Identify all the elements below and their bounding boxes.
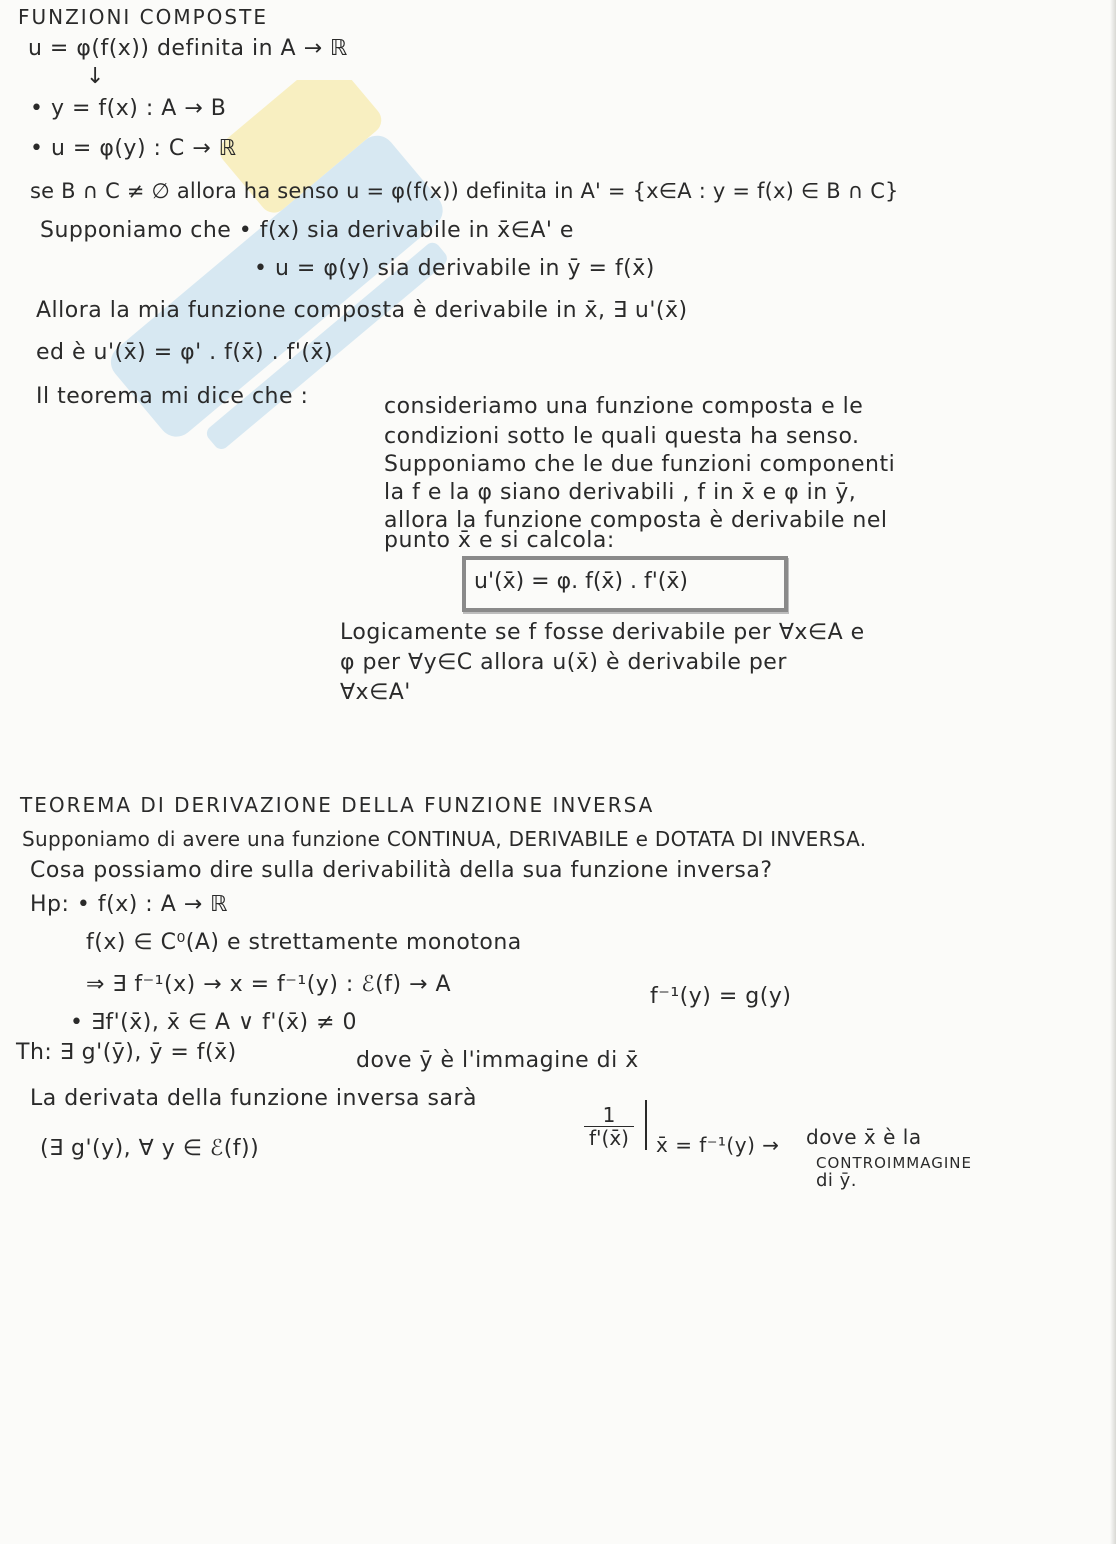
theorem-intro: Il teorema mi dice che : (36, 384, 309, 409)
hp-line-3: ⇒ ∃ f⁻¹(x) → x = f⁻¹(y) : ℰ(f) → A (86, 972, 452, 997)
condition-line: se B ∩ C ≠ ∅ allora ha senso u = φ(f(x)) definita in A' = {x∈A : y = f(x) ∈ B ∩ C} (30, 179, 899, 203)
then-line: Allora la mia funzione composta è derivabile in x̄, ∃ u'(x̄) (36, 298, 688, 323)
hp-line-4: • ∃f'(x̄), x̄ ∈ A ∨ f'(x̄) ≠ 0 (70, 1010, 358, 1035)
note-line-1: Logicamente se f fosse derivabile per ∀x∈A e (340, 620, 865, 645)
where-line-1: dove x̄ è la (806, 1125, 922, 1149)
hp-line-3b: f⁻¹(y) = g(y) (650, 984, 792, 1009)
hp-line-2: f(x) ∈ C⁰(A) e strettamente monotona (86, 930, 522, 955)
theorem-line-4: la f e la φ siano derivabili , f in x̄ e φ in ȳ, (384, 480, 857, 505)
section-title-inversa: TEOREMA DI DERIVAZIONE DELLA FUNZIONE INVERSA (20, 793, 655, 817)
theorem-line-6: punto x̄ e si calcola: (384, 528, 615, 553)
th-line-b: dove ȳ è l'immagine di x̄ (356, 1048, 639, 1073)
where-line-3: di ȳ. (816, 1170, 858, 1191)
suppose-line-2: • u = φ(y) sia derivabile in ȳ = f(x̄) (254, 256, 655, 281)
theorem-line-2: condizioni sotto le quali questa ha senso. (384, 424, 860, 449)
where-line-2: CONTROIMMAGINE (816, 1154, 972, 1172)
fraction (584, 1104, 634, 1149)
arrow-down: ↓ (86, 64, 105, 89)
note-line-3: ∀x∈A' (340, 680, 411, 705)
evaluation-bar (645, 1100, 647, 1150)
def-y: • y = f(x) : A → B (30, 96, 227, 121)
note-line-2: φ per ∀y∈C allora u(x̄) è derivabile per (340, 650, 787, 675)
def-composite: u = φ(f(x)) definita in A → ℝ (28, 36, 348, 61)
th-line: Th: ∃ g'(ȳ), ȳ = f(x̄) (16, 1040, 237, 1065)
boxed-formula-text: u'(x̄) = φ. f(x̄) . f'(x̄) (474, 569, 688, 594)
theorem-line-5: allora la funzione composta è derivabile nel (384, 508, 888, 533)
exists-line: (∃ g'(y), ∀ y ∈ ℰ(f)) (40, 1136, 260, 1161)
boxed-formula (462, 556, 788, 612)
formula-line: ed è u'(x̄) = φ' . f(x̄) . f'(x̄) (36, 340, 334, 365)
fraction-denominator: f'(x̄) (589, 1126, 629, 1150)
section-title-composte: FUNZIONI COMPOSTE (18, 5, 268, 29)
hp-line-1: Hp: • f(x) : A → ℝ (30, 892, 229, 917)
intro-line-2: Cosa possiamo dire sulla derivabilità della sua funzione inversa? (30, 858, 773, 883)
page-edge-shadow (1110, 0, 1116, 1544)
theorem-line-3: Supponiamo che le due funzioni componenti (384, 452, 896, 477)
theorem-line-1: consideriamo una funzione composta e le (384, 394, 864, 419)
evaluation-at: x̄ = f⁻¹(y) → (656, 1133, 780, 1157)
suppose-line-1: Supponiamo che • f(x) sia derivabile in x̄∈A' e (40, 218, 574, 243)
fraction-numerator: 1 (584, 1104, 634, 1127)
derivative-line: La derivata della funzione inversa sarà (30, 1086, 477, 1111)
intro-line-1: Supponiamo di avere una funzione CONTINUA, DERIVABILE e DOTATA DI INVERSA. (22, 827, 867, 851)
def-u: • u = φ(y) : C → ℝ (30, 136, 237, 161)
